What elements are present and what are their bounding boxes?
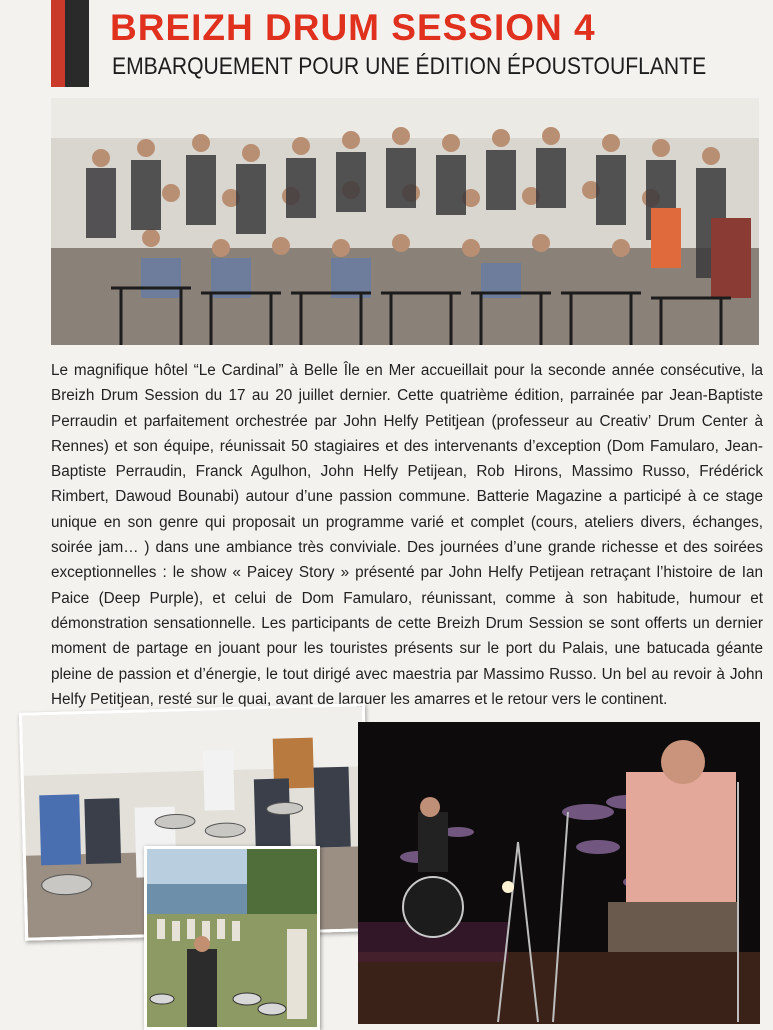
stage-photo — [358, 722, 760, 1024]
group-photo — [51, 98, 759, 345]
article-subtitle: EMBARQUEMENT POUR UNE ÉDITION ÉPOUSTOUFLANTE — [112, 53, 707, 80]
header-accent-bar-red — [51, 0, 65, 87]
article-title: BREIZH DRUM SESSION 4 — [110, 7, 596, 48]
beach-photo — [144, 846, 320, 1030]
article-body: Le magnifique hôtel “Le Cardinal” à Belle Île en Mer accueillait pour la seconde année consécutive, la Breizh Drum Session du 17 au 20 juillet dernier. Cette quatrième édition, parrainée par Jean-Baptiste Perraudin et parfaitement orchestrée par John Helfy Petitjean (professeur au Creativ’ Drum Center à Rennes) et son équipe, réunissait 50 stagiaires et des intervenants d’exception (Dom Famularo, Jean-Baptiste Perraudin, Franck Agulhon, John Helfy Petijean, Rob Hirons, Massimo Russo, Frédérick Rimbert, Dawoud Bounabi) autour d’une passion commune. Batterie Magazine a participé à ce stage unique en son genre qui proposait un programme varié et complet (cours, ateliers divers, échanges, soirée jam… ) dans une ambiance très conviviale. Des journées d’une grande richesse et des soirées exceptionnelles : le show « Paicey Story » présenté par John Helfy Petijean retraçant l’histoire de Ian Paice (Deep Purple), et celui de Dom Famularo, réunissant, comme à son habitude, humour et démonstration sensationnelle. Les participants de cette Breizh Drum Session se sont offerts un dernier moment de partage en jouant pour les touristes présents sur le port du Palais, une batucada géante pleine de passion et d’énergie, le tout dirigé avec maestria par Massimo Russo. Un bel au revoir à John Helfy Petitjean, resté sur le quai, avant de larguer les amarres et le retour vers le continent. — [51, 362, 763, 708]
header-accent-bar-dark — [65, 0, 89, 87]
